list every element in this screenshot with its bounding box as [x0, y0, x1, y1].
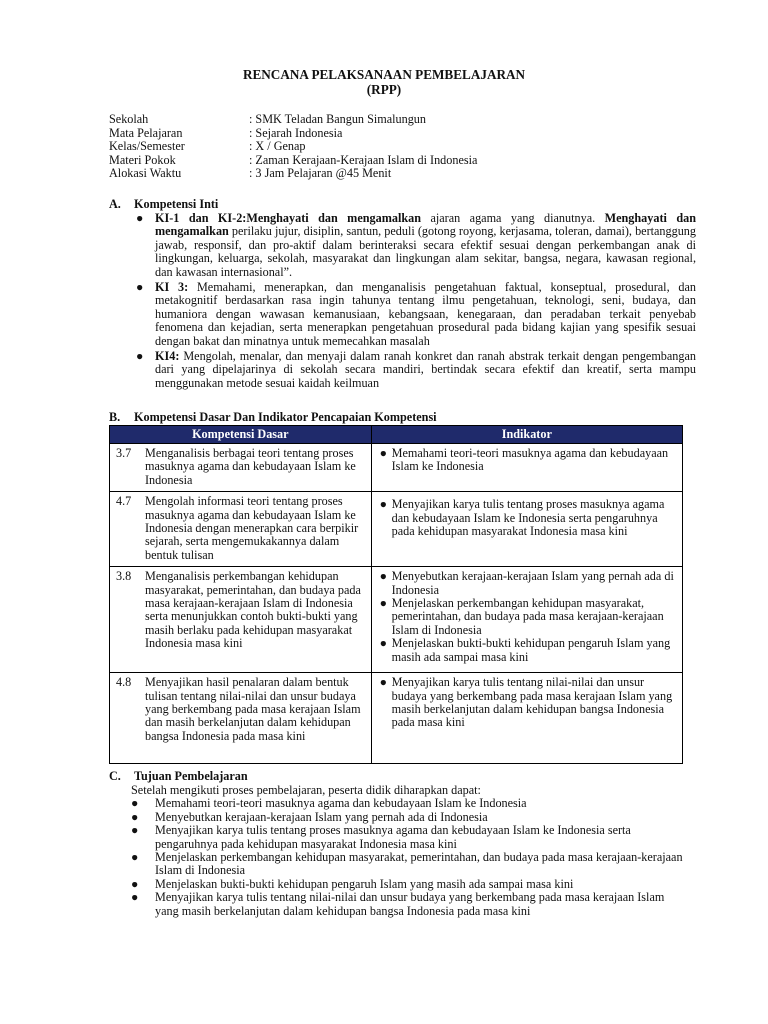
table-row: [110, 567, 683, 673]
kd-text: Mengolah informasi teori tentang proses masuknya agama dan kebudayaan Islam ke Indonesia dengan menerapkan cara berpikir sejarah, serta mengemukakannya dalam bentuk tulisan: [145, 494, 359, 562]
kd-number: 4.8: [116, 675, 132, 690]
meta-key: Alokasi Waktu: [109, 166, 182, 181]
meta-value: : SMK Teladan Bangun Simalungun: [249, 112, 426, 126]
section-title: Tujuan Pembelajaran: [134, 769, 248, 783]
kd-text: Menganalisis perkembangan kehidupan masyarakat, pemerintahan, dan budaya pada masa kerajaan-kerajaan Islam di Indonesia serta menunjukkan contoh bukti-bukti yang masih berlaku pada kehidupan masyarakat Indonesia masa kini: [145, 569, 361, 651]
column-header-kd: Kompetensi Dasar: [110, 426, 372, 444]
objectives-intro: Setelah mengikuti proses pembelajaran, peserta didik diharapkan dapat:: [131, 783, 481, 797]
meta-value: : Zaman Kerajaan-Kerajaan Islam di Indonesia: [249, 152, 478, 167]
ki4-label: KI4:: [155, 349, 180, 364]
bullet-icon: ●: [131, 850, 139, 865]
ki1-text: ajaran agama yang dianutnya.: [421, 211, 605, 225]
kd-text: Menganalisis berbagai teori tentang proses masuknya agama dan kebudayaan Islam ke Indonesia: [145, 446, 356, 487]
bullet-icon: ●: [131, 890, 139, 905]
section-b-heading: [109, 411, 437, 424]
list-item: ● Menjelaskan perkembangan kehidupan masyarakat, pemerintahan, dan budaya pada masa kerajaan-kerajaan Islam di Indonesia: [131, 850, 683, 878]
indicator-item: ● Menjelaskan bukti-bukti kehidupan pengaruh Islam yang masih ada sampai masa kini: [376, 637, 678, 664]
indicator-item: ● Menyajikan karya tulis tentang nilai-nilai dan unsur budaya yang berkembang pada masa kerajaan Islam yang masih berkelanjutan dalam kehidupan bangsa Indonesia pada masa kini: [376, 676, 678, 730]
kd-number: 4.7: [116, 494, 132, 509]
meta-row-subject: [109, 127, 477, 141]
meta-row-time: [109, 167, 477, 181]
ki3-label: KI 3:: [155, 280, 189, 295]
bullet-icon: ●: [131, 796, 139, 811]
bullet-icon: ●: [379, 569, 387, 584]
section-c-heading: [109, 770, 248, 783]
bullet-icon: ●: [136, 211, 144, 225]
indicator-item: ● Menyebutkan kerajaan-kerajaan Islam yang pernah ada di Indonesia: [376, 570, 678, 597]
table-row: [110, 673, 683, 764]
meta-key: Kelas/Semester: [109, 139, 185, 154]
indicator-item: ● Menyajikan karya tulis tentang proses masuknya agama dan kebudayaan Islam ke Indonesia serta pengaruhnya pada kehidupan masyarakat Indonesia masa kini: [376, 498, 678, 538]
document-title: [0, 67, 768, 97]
kd-number: 3.8: [116, 569, 132, 584]
list-item: ● Menyajikan karya tulis tentang proses masuknya agama dan kebudayaan Islam ke Indonesia serta pengaruhnya pada kehidupan masyarakat Indonesia masa kini: [131, 823, 631, 851]
meta-key: Sekolah: [109, 112, 149, 126]
bullet-icon: ●: [136, 349, 144, 364]
ki3-text: Memahami, menerapkan, dan menganalisis pengetahuan faktual, konseptual, prosedural, dan metakognitif berdasarkan rasa ingin tahunya tentang ilmu pengetahuan, teknologi, seni, budaya, dan humaniora dengan wawasan kemanusiaan, kebangsaan, kenegaraan, dan peradaban terkait penyebab fenomena dan kejadian, serta menerapkan pengetahuan prosedural pada bidang kajian yang spesifik sesuai dengan bakat dan minatnya untuk memecahkan masalah: [155, 280, 696, 348]
meta-value: : 3 Jam Pelajaran @45 Menit: [249, 166, 392, 181]
ki1-label-2: Menghayati dan mengamalkan: [155, 211, 696, 239]
meta-key: Materi Pokok: [109, 152, 176, 167]
list-item: ● Menyebutkan kerajaan-kerajaan Islam yang pernah ada di Indonesia: [131, 809, 488, 824]
section-letter: A.: [109, 197, 121, 211]
bullet-icon: ●: [379, 446, 387, 460]
competency-table: [109, 425, 683, 764]
kd-text: Menyajikan hasil penalaran dalam bentuk tulisan tentang nilai-nilai dan unsur budaya yang berkembang pada masa kerajaan Islam dan masih berkelanjutan dalam kehidupan bangsa Indonesia pada masa kini: [145, 675, 361, 743]
identity-block: [109, 113, 477, 181]
bullet-icon: ●: [379, 675, 387, 690]
section-title: Kompetensi Inti: [134, 197, 219, 211]
bullet-icon: ●: [136, 280, 144, 295]
meta-key: Mata Pelajaran: [109, 125, 183, 140]
list-item: ● Menyajikan karya tulis tentang nilai-nilai dan unsur budaya yang berkembang pada masa kerajaan Islam yang masih berkelanjutan dalam kehidupan bangsa Indonesia pada masa kini: [131, 890, 665, 918]
bullet-icon: ●: [131, 809, 139, 824]
meta-row-class: [109, 140, 477, 154]
bullet-icon: ●: [379, 596, 387, 611]
list-item: [134, 350, 696, 390]
list-item: ● Menjelaskan bukti-bukti kehidupan pengaruh Islam yang masih ada sampai masa kini: [131, 876, 574, 891]
section-letter: C.: [109, 769, 121, 783]
list-item: ● Memahami teori-teori masuknya agama dan kebudayaan Islam ke Indonesia: [131, 796, 527, 811]
indicator-item: ● Menjelaskan perkembangan kehidupan masyarakat, pemerintahan, dan budaya pada masa kerajaan-kerajaan Islam di Indonesia: [376, 597, 678, 637]
bullet-icon: ●: [379, 497, 387, 512]
section-letter: B.: [109, 410, 121, 424]
bullet-icon: ●: [379, 636, 387, 651]
list-item: [134, 281, 696, 348]
learning-objectives: [131, 784, 691, 918]
meta-row-topic: [109, 154, 477, 168]
bullet-icon: ●: [131, 876, 139, 891]
section-a-heading: [109, 198, 218, 211]
table-header-row: [110, 426, 683, 444]
kd-number: 3.7: [116, 446, 132, 460]
ki1-text-2: perilaku jujur, disiplin, santun, peduli (gotong royong, kerjasama, toleran, damai), bertanggung jawab, responsif, dan pro-aktif dalam berinteraksi secara efektif sesuai dengan perkembangan anak di lingkungan, keluarga, sekolah, masyarakat dan lingkungan alam sekitar, bangsa, negara, kawasan regional, dan kawasan internasional”.: [155, 224, 696, 279]
meta-value: : X / Genap: [249, 139, 306, 154]
meta-value: : Sejarah Indonesia: [249, 125, 343, 140]
title-line-1: RENCANA PELAKSANAAN PEMBELAJARAN: [242, 67, 526, 82]
column-header-indicator: Indikator: [371, 426, 682, 444]
section-title: Kompetensi Dasar Dan Indikator Pencapaian Kompetensi: [134, 410, 437, 424]
table-row: [110, 492, 683, 567]
meta-row-school: [109, 113, 477, 127]
table-row: [110, 444, 683, 492]
ki4-text: Mengolah, menalar, dan menyaji dalam ranah konkret dan ranah abstrak terkait dengan pengembangan dari yang dipelajarinya di sekolah secara mandiri, bertindak secara efektif dan kreatif, serta mampu menggunakan metode sesuai kaidah keilmuan: [155, 349, 696, 390]
title-line-2: (RPP): [366, 82, 402, 97]
ki1-label: KI-1 dan KI-2:Menghayati dan mengamalkan: [155, 211, 421, 225]
list-item: [134, 212, 696, 279]
indicator-item: ● Memahami teori-teori masuknya agama dan kebudayaan Islam ke Indonesia: [376, 447, 678, 474]
bullet-icon: ●: [131, 823, 139, 838]
core-competency-list: [134, 212, 696, 392]
